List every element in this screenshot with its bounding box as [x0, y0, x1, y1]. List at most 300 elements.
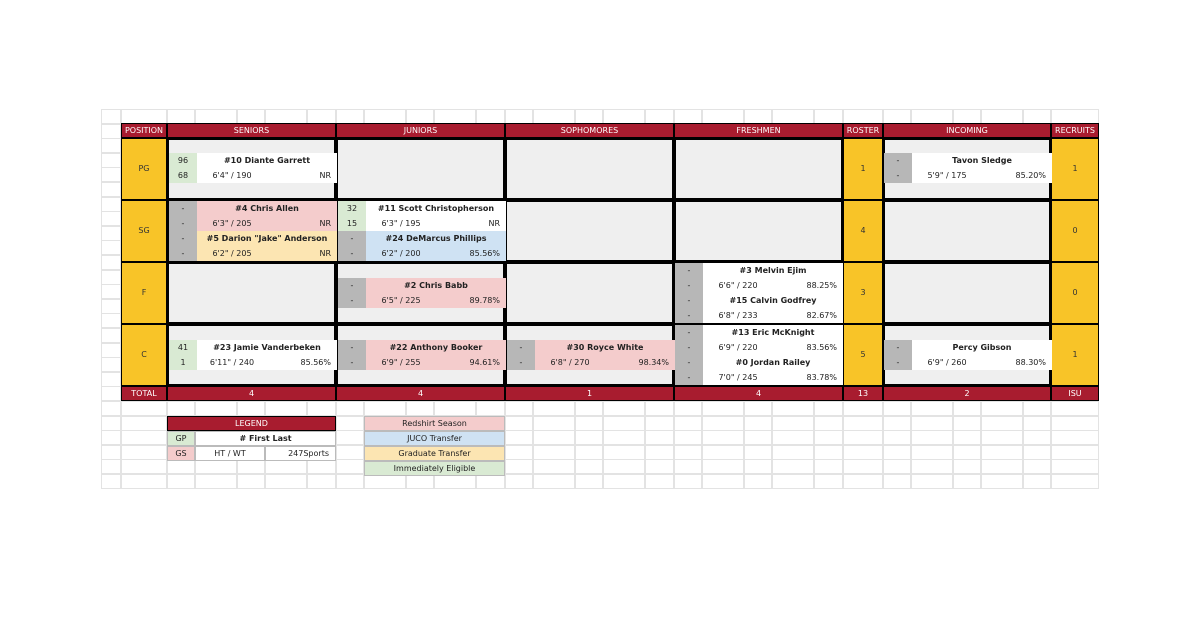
- games-started: -: [169, 246, 197, 261]
- player-name[interactable]: Percy Gibson: [912, 340, 1052, 355]
- grid-cell: [505, 459, 533, 474]
- grid-cell: [167, 401, 195, 416]
- height-weight: 6'8" / 233: [703, 308, 773, 323]
- grid-cell: [911, 474, 953, 489]
- grid-cell: [702, 459, 744, 474]
- grid-cell: [121, 416, 167, 431]
- grid-cell: [814, 401, 843, 416]
- grid-cell: [744, 401, 772, 416]
- recruit-count: 0: [1051, 262, 1099, 324]
- grid-cell: [575, 474, 603, 489]
- recruit-rating: NR: [436, 216, 506, 231]
- grid-cell: [336, 416, 364, 431]
- player-name[interactable]: #24 DeMarcus Phillips: [366, 231, 506, 246]
- grid-cell: [121, 430, 167, 445]
- grid-cell: [533, 445, 575, 460]
- grid-cell: [307, 109, 336, 124]
- height-weight: 7'0" / 245: [703, 370, 773, 385]
- grid-cell: [237, 109, 265, 124]
- recruit-rating: 85.20%: [982, 168, 1052, 183]
- player-name[interactable]: #5 Darion "Jake" Anderson: [197, 231, 337, 246]
- grid-cell: [645, 430, 674, 445]
- legend-eligible: Immediately Eligible: [364, 461, 505, 476]
- grid-cell: [911, 430, 953, 445]
- games-played: -: [884, 153, 912, 168]
- grid-cell: [533, 416, 575, 431]
- games-started: -: [675, 308, 703, 323]
- total-sophomores: 1: [505, 386, 674, 401]
- grid-cell: [814, 416, 843, 431]
- games-played: -: [507, 340, 535, 355]
- height-weight: 6'6" / 220: [703, 278, 773, 293]
- class-block: [167, 262, 336, 324]
- grid-cell: [121, 109, 167, 124]
- grid-cell: [645, 459, 674, 474]
- grid-cell: [702, 416, 744, 431]
- grid-cell: [265, 474, 307, 489]
- recruit-rating: NR: [267, 168, 337, 183]
- games-played: -: [338, 278, 366, 293]
- grid-cell: [981, 474, 1023, 489]
- class-block: [674, 200, 843, 262]
- grid-cell: [1023, 109, 1051, 124]
- height-weight: 6'3" / 195: [366, 216, 436, 231]
- grid-cell: [505, 109, 533, 124]
- grid-cell: [101, 459, 121, 474]
- roster-count: 1: [843, 138, 883, 200]
- grid-cell: [744, 445, 772, 460]
- grid-cell: [981, 430, 1023, 445]
- grid-cell: [744, 474, 772, 489]
- games-played: -: [675, 325, 703, 340]
- position-f: F: [121, 262, 167, 324]
- grid-cell: [645, 474, 674, 489]
- incoming-block: [883, 200, 1051, 262]
- grid-cell: [505, 430, 533, 445]
- grid-cell: [645, 445, 674, 460]
- recruit-rating: 85.56%: [436, 246, 506, 261]
- games-played: -: [884, 340, 912, 355]
- grid-cell: [101, 197, 121, 212]
- player-name[interactable]: #30 Royce White: [535, 340, 675, 355]
- grid-cell: [476, 109, 505, 124]
- grid-cell: [674, 445, 702, 460]
- grid-cell: [911, 459, 953, 474]
- games-played: -: [675, 293, 703, 308]
- grid-cell: [101, 284, 121, 299]
- player-name[interactable]: #10 Diante Garrett: [197, 153, 337, 168]
- grid-cell: [953, 109, 981, 124]
- grid-cell: [814, 430, 843, 445]
- grid-cell: [603, 401, 645, 416]
- player-name[interactable]: #13 Eric McKnight: [703, 325, 843, 340]
- games-played: -: [675, 263, 703, 278]
- grid-cell: [336, 401, 364, 416]
- legend-rank: 247Sports: [265, 446, 336, 461]
- grid-cell: [406, 109, 434, 124]
- grid-cell: [533, 459, 575, 474]
- grid-cell: [814, 459, 843, 474]
- games-started: -: [675, 370, 703, 385]
- height-weight: 6'2" / 205: [197, 246, 267, 261]
- recruit-count: 1: [1051, 324, 1099, 386]
- grid-cell: [101, 138, 121, 153]
- height-weight: 6'5" / 225: [366, 293, 436, 308]
- grid-cell: [336, 445, 364, 460]
- grid-cell: [101, 299, 121, 314]
- total-incoming: 2: [883, 386, 1051, 401]
- grid-cell: [1051, 109, 1099, 124]
- grid-cell: [307, 474, 336, 489]
- grid-cell: [883, 401, 911, 416]
- player-name[interactable]: #15 Calvin Godfrey: [703, 293, 843, 308]
- legend-gp: GP: [167, 431, 195, 446]
- class-block: [336, 138, 505, 200]
- games-started: -: [884, 355, 912, 370]
- grid-cell: [603, 109, 645, 124]
- grid-cell: [772, 109, 814, 124]
- grid-cell: [406, 401, 434, 416]
- grid-cell: [307, 401, 336, 416]
- grid-cell: [603, 445, 645, 460]
- recruit-rating: 83.56%: [773, 340, 843, 355]
- games-played: 41: [169, 340, 197, 355]
- total-freshmen: 4: [674, 386, 843, 401]
- grid-cell: [575, 459, 603, 474]
- grid-cell: [883, 109, 911, 124]
- grid-cell: [702, 445, 744, 460]
- grid-cell: [476, 474, 505, 489]
- games-played: -: [169, 231, 197, 246]
- grid-cell: [575, 109, 603, 124]
- grid-cell: [744, 416, 772, 431]
- grid-cell: [674, 401, 702, 416]
- roster-count: 5: [843, 324, 883, 386]
- header-freshmen: FRESHMEN: [674, 123, 843, 138]
- header-seniors: SENIORS: [167, 123, 336, 138]
- total-recruits: ISU: [1051, 386, 1099, 401]
- grid-cell: [883, 459, 911, 474]
- grid-cell: [843, 430, 883, 445]
- recruit-rating: 88.30%: [982, 355, 1052, 370]
- grid-cell: [772, 401, 814, 416]
- grid-cell: [101, 357, 121, 372]
- grid-cell: [101, 401, 121, 416]
- position-pg: PG: [121, 138, 167, 200]
- grid-cell: [237, 474, 265, 489]
- grid-cell: [434, 474, 476, 489]
- grid-cell: [1023, 445, 1051, 460]
- grid-cell: [674, 109, 702, 124]
- grid-cell: [121, 401, 167, 416]
- grid-cell: [364, 474, 406, 489]
- grid-cell: [1051, 445, 1099, 460]
- grid-cell: [533, 474, 575, 489]
- legend-htwt: HT / WT: [195, 446, 265, 461]
- incoming-block: [883, 262, 1051, 324]
- grid-cell: [167, 474, 195, 489]
- grid-cell: [101, 182, 121, 197]
- grid-cell: [1051, 474, 1099, 489]
- grid-cell: [101, 255, 121, 270]
- grid-cell: [1051, 459, 1099, 474]
- grid-cell: [843, 474, 883, 489]
- roster-count: 3: [843, 262, 883, 324]
- grid-cell: [883, 416, 911, 431]
- grid-cell: [336, 459, 364, 474]
- grid-cell: [476, 401, 505, 416]
- grid-cell: [533, 401, 575, 416]
- games-started: -: [338, 355, 366, 370]
- grid-cell: [167, 459, 195, 474]
- grid-cell: [364, 109, 406, 124]
- grid-cell: [575, 430, 603, 445]
- grid-cell: [434, 401, 476, 416]
- grid-cell: [843, 401, 883, 416]
- total-juniors: 4: [336, 386, 505, 401]
- recruit-count: 1: [1051, 138, 1099, 200]
- legend-redshirt: Redshirt Season: [364, 416, 505, 431]
- grid-cell: [981, 401, 1023, 416]
- grid-cell: [195, 474, 237, 489]
- grid-cell: [101, 313, 121, 328]
- legend-juco: JUCO Transfer: [364, 431, 505, 446]
- height-weight: 6'11" / 240: [197, 355, 267, 370]
- games-started: -: [884, 168, 912, 183]
- grid-cell: [843, 459, 883, 474]
- grid-cell: [674, 459, 702, 474]
- grid-cell: [121, 459, 167, 474]
- grid-cell: [981, 459, 1023, 474]
- recruit-rating: 98.34%: [605, 355, 675, 370]
- grid-cell: [883, 445, 911, 460]
- grid-cell: [744, 459, 772, 474]
- recruit-count: 0: [1051, 200, 1099, 262]
- games-played: -: [338, 231, 366, 246]
- player-name[interactable]: #23 Jamie Vanderbeken: [197, 340, 337, 355]
- grid-cell: [575, 401, 603, 416]
- grid-cell: [101, 226, 121, 241]
- height-weight: 6'9" / 220: [703, 340, 773, 355]
- grid-cell: [101, 153, 121, 168]
- header-position: POSITION: [121, 123, 167, 138]
- total-roster: 13: [843, 386, 883, 401]
- grid-cell: [336, 430, 364, 445]
- grid-cell: [603, 416, 645, 431]
- header-recruits: RECRUITS: [1051, 123, 1099, 138]
- grid-cell: [603, 474, 645, 489]
- games-started: -: [338, 246, 366, 261]
- grid-cell: [101, 372, 121, 387]
- games-played: -: [675, 355, 703, 370]
- player-name[interactable]: #3 Melvin Ejim: [703, 263, 843, 278]
- grid-cell: [953, 459, 981, 474]
- grid-cell: [1023, 459, 1051, 474]
- recruit-rating: 88.25%: [773, 278, 843, 293]
- grid-cell: [307, 459, 336, 474]
- grid-cell: [101, 270, 121, 285]
- grid-cell: [1023, 401, 1051, 416]
- grid-cell: [603, 459, 645, 474]
- grid-cell: [101, 416, 121, 431]
- recruit-rating: NR: [267, 216, 337, 231]
- grid-cell: [953, 401, 981, 416]
- games-played: 32: [338, 201, 366, 216]
- grid-cell: [101, 124, 121, 139]
- games-started: -: [675, 340, 703, 355]
- grid-cell: [121, 474, 167, 489]
- grid-cell: [911, 416, 953, 431]
- grid-cell: [981, 416, 1023, 431]
- grid-cell: [981, 445, 1023, 460]
- recruit-rating: 94.61%: [436, 355, 506, 370]
- grid-cell: [702, 474, 744, 489]
- height-weight: 6'4" / 190: [197, 168, 267, 183]
- grid-cell: [843, 416, 883, 431]
- class-block: [505, 138, 674, 200]
- grid-cell: [843, 445, 883, 460]
- games-played: -: [338, 340, 366, 355]
- grid-cell: [702, 109, 744, 124]
- grid-cell: [101, 328, 121, 343]
- grid-cell: [167, 109, 195, 124]
- grid-cell: [702, 401, 744, 416]
- grid-cell: [674, 416, 702, 431]
- grid-cell: [505, 401, 533, 416]
- position-sg: SG: [121, 200, 167, 262]
- games-started: -: [507, 355, 535, 370]
- grid-cell: [265, 109, 307, 124]
- legend-gs: GS: [167, 446, 195, 461]
- grid-cell: [434, 109, 476, 124]
- grid-cell: [101, 386, 121, 401]
- grid-cell: [843, 109, 883, 124]
- grid-cell: [674, 474, 702, 489]
- player-name[interactable]: #11 Scott Christopherson: [366, 201, 506, 216]
- grid-cell: [772, 474, 814, 489]
- grid-cell: [101, 240, 121, 255]
- grid-cell: [1051, 416, 1099, 431]
- grid-cell: [674, 430, 702, 445]
- games-started: -: [169, 216, 197, 231]
- grid-cell: [645, 109, 674, 124]
- header-sophomores: SOPHOMORES: [505, 123, 674, 138]
- grid-cell: [505, 416, 533, 431]
- grid-cell: [1051, 430, 1099, 445]
- player-name[interactable]: #22 Anthony Booker: [366, 340, 506, 355]
- legend-title: LEGEND: [167, 416, 336, 431]
- games-played: 96: [169, 153, 197, 168]
- grid-cell: [911, 109, 953, 124]
- grid-cell: [911, 445, 953, 460]
- player-name[interactable]: #4 Chris Allen: [197, 201, 337, 216]
- grid-cell: [505, 445, 533, 460]
- player-name[interactable]: #2 Chris Babb: [366, 278, 506, 293]
- grid-cell: [575, 445, 603, 460]
- grid-cell: [101, 167, 121, 182]
- grid-cell: [883, 430, 911, 445]
- grid-cell: [195, 109, 237, 124]
- grid-cell: [772, 459, 814, 474]
- legend-name: # First Last: [195, 431, 336, 446]
- header-roster: ROSTER: [843, 123, 883, 138]
- height-weight: 6'9" / 260: [912, 355, 982, 370]
- legend-graduate: Graduate Transfer: [364, 446, 505, 461]
- recruit-rating: 89.78%: [436, 293, 506, 308]
- grid-cell: [406, 474, 434, 489]
- grid-cell: [1051, 401, 1099, 416]
- grid-cell: [101, 474, 121, 489]
- grid-cell: [814, 109, 843, 124]
- grid-cell: [953, 416, 981, 431]
- grid-cell: [533, 109, 575, 124]
- grid-cell: [265, 459, 307, 474]
- grid-cell: [772, 416, 814, 431]
- class-block: [505, 262, 674, 324]
- recruit-rating: 82.67%: [773, 308, 843, 323]
- player-name[interactable]: Tavon Sledge: [912, 153, 1052, 168]
- grid-cell: [195, 401, 237, 416]
- grid-cell: [883, 474, 911, 489]
- games-started: 1: [169, 355, 197, 370]
- grid-cell: [101, 211, 121, 226]
- recruit-rating: NR: [267, 246, 337, 261]
- grid-cell: [364, 401, 406, 416]
- player-name[interactable]: #0 Jordan Railey: [703, 355, 843, 370]
- grid-cell: [645, 401, 674, 416]
- grid-cell: [603, 430, 645, 445]
- grid-cell: [772, 430, 814, 445]
- games-started: -: [338, 293, 366, 308]
- header-juniors: JUNIORS: [336, 123, 505, 138]
- grid-cell: [772, 445, 814, 460]
- grid-cell: [336, 109, 364, 124]
- grid-cell: [101, 430, 121, 445]
- grid-cell: [1023, 430, 1051, 445]
- grid-cell: [101, 109, 121, 124]
- grid-cell: [953, 430, 981, 445]
- grid-cell: [533, 430, 575, 445]
- grid-cell: [981, 109, 1023, 124]
- class-block: [674, 138, 843, 200]
- games-started: -: [675, 278, 703, 293]
- grid-cell: [953, 474, 981, 489]
- height-weight: 6'2" / 200: [366, 246, 436, 261]
- grid-cell: [575, 416, 603, 431]
- header-incoming: INCOMING: [883, 123, 1051, 138]
- grid-cell: [101, 445, 121, 460]
- grid-cell: [265, 401, 307, 416]
- height-weight: 5'9" / 175: [912, 168, 982, 183]
- grid-cell: [121, 445, 167, 460]
- position-c: C: [121, 324, 167, 386]
- grid-cell: [1023, 416, 1051, 431]
- grid-cell: [237, 401, 265, 416]
- grid-cell: [702, 430, 744, 445]
- height-weight: 6'3" / 205: [197, 216, 267, 231]
- grid-cell: [814, 474, 843, 489]
- grid-cell: [814, 445, 843, 460]
- grid-cell: [744, 430, 772, 445]
- grid-cell: [237, 459, 265, 474]
- grid-cell: [1023, 474, 1051, 489]
- grid-cell: [645, 416, 674, 431]
- games-started: 68: [169, 168, 197, 183]
- grid-cell: [336, 474, 364, 489]
- total-label: TOTAL: [121, 386, 167, 401]
- total-seniors: 4: [167, 386, 336, 401]
- recruit-rating: 83.78%: [773, 370, 843, 385]
